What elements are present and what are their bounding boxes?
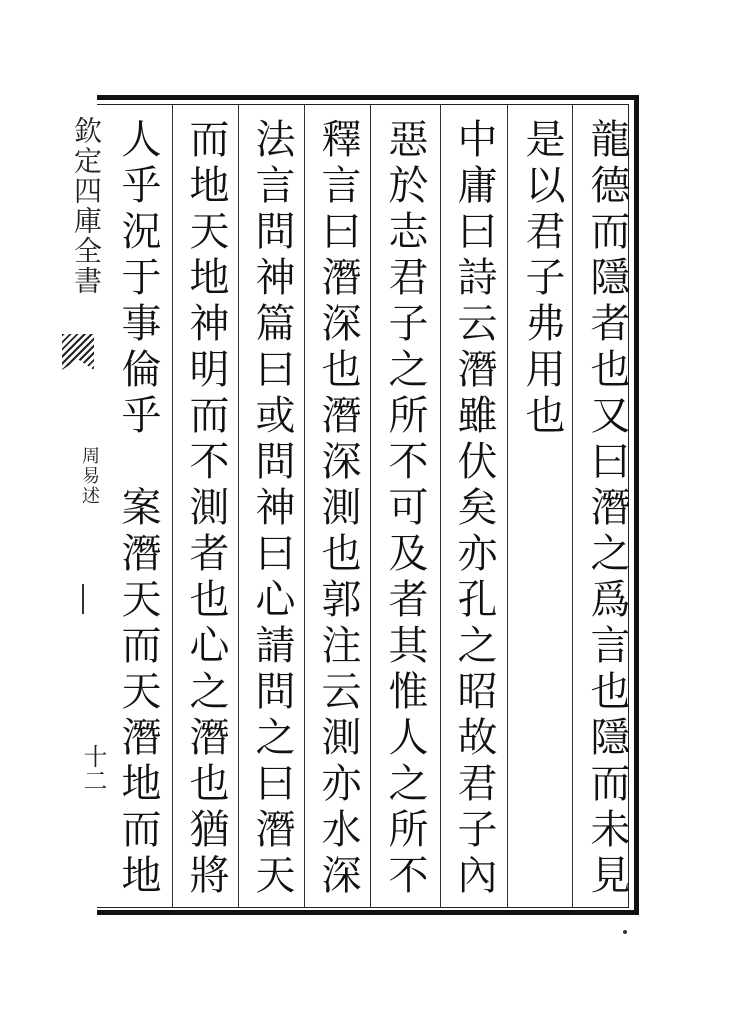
text-column-7: 而地天地神明而不測者也心之潛也猶將: [183, 118, 229, 900]
margin-tick: [82, 584, 84, 614]
fishtail-ornament: [62, 334, 94, 370]
column-rule: [507, 104, 508, 908]
text-column-8: 人乎況于事倫乎 案潛天而天潛地而地: [115, 118, 161, 900]
text-column-3: 中庸曰詩云潛雖伏矣亦孔之昭故君子內: [451, 118, 497, 900]
column-rule: [370, 104, 371, 908]
text-column-2: 是以君子弗用也: [519, 118, 565, 440]
text-column-4: 惡於志君子之所不可及者其惟人之所不: [382, 118, 428, 900]
column-rule: [440, 104, 441, 908]
ink-speck: [623, 930, 627, 934]
column-rule: [304, 104, 305, 908]
book-title: 欽定四庫全書: [70, 116, 103, 296]
text-column-5: 釋言曰潛深也潛深測也郭注云測亦水深: [315, 118, 361, 900]
column-rule: [172, 104, 173, 908]
column-rule: [238, 104, 239, 908]
margin-strip: [58, 104, 107, 908]
text-column-6: 法言問神篇曰或問神曰心請問之曰潛天: [249, 118, 295, 900]
column-rule: [572, 104, 573, 908]
page-number: 十二: [79, 744, 107, 792]
text-column-1: 龍德而隱者也又曰潛之爲言也隱而未見: [584, 118, 630, 900]
section-title: 周易述: [79, 446, 100, 506]
